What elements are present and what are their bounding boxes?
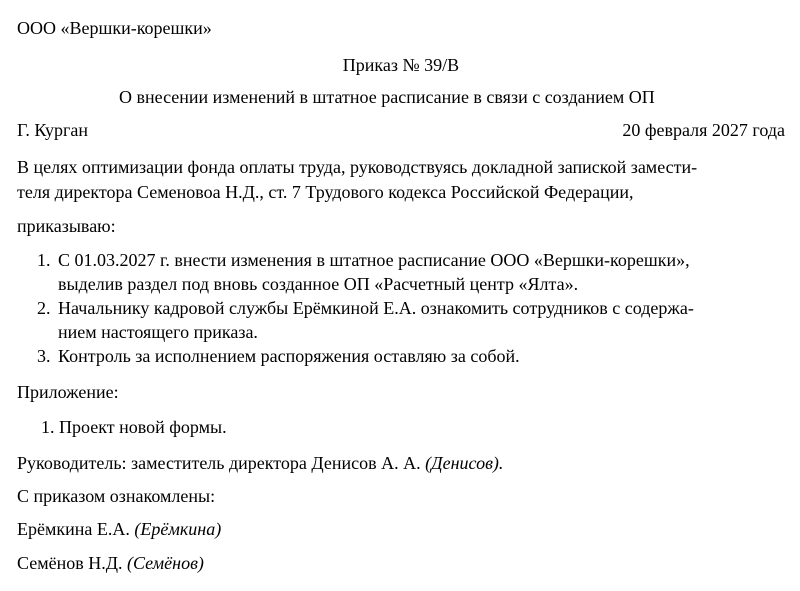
appendix-title: Приложение: <box>17 382 119 402</box>
list-item <box>37 248 785 296</box>
order-items-list <box>37 248 785 368</box>
item-text-line: выделив раздел под вновь созданное ОП «Расчетный центр «Ялта». <box>58 274 579 294</box>
familiar-title: С приказом ознакомлены: <box>17 486 216 506</box>
item-number: 3. <box>37 346 51 366</box>
appendix-item-number: 1. <box>41 417 55 437</box>
signer-signature: (Семёнов) <box>127 553 204 573</box>
signer-name: Семёнов Н.Д. <box>17 553 123 573</box>
item-text-line: Контроль за исполнением распоряжения оставляю за собой. <box>58 346 520 366</box>
appendix-item-text: Проект новой формы. <box>59 417 227 437</box>
order-preamble <box>17 155 785 205</box>
item-text-line: С 01.03.2027 г. внести изменения в штатное расписание ООО «Вершки-корешки», <box>58 250 690 270</box>
head-signature-label: Руководитель: заместитель директора Денисов А. А. <box>17 453 421 473</box>
order-place: Г. Курган <box>17 120 89 140</box>
preamble-line: теля директора Семеновоа Н.Д., ст. 7 Трудового кодекса Российской Федерации, <box>17 182 634 202</box>
item-number: 2. <box>37 298 51 318</box>
item-number: 1. <box>37 250 51 270</box>
signer-line <box>17 518 221 540</box>
list-item <box>37 344 785 368</box>
order-word: приказываю: <box>17 216 116 236</box>
signer-signature: (Ерёмкина) <box>134 519 222 539</box>
preamble-line: В целях оптимизации фонда оплаты труда, руководствуясь докладной запиской замести- <box>17 157 698 177</box>
place-date-row <box>17 119 785 141</box>
order-title: Приказ № 39/В <box>342 55 460 75</box>
item-text-line: Начальнику кадровой службы Ерёмкиной Е.А. ознакомить сотрудников с содержа- <box>58 298 694 318</box>
appendix-item <box>41 416 227 438</box>
signer-name: Ерёмкина Е.А. <box>17 519 130 539</box>
item-text-line: нием настоящего приказа. <box>58 322 258 342</box>
list-item <box>37 296 785 344</box>
order-subject: О внесении изменений в штатное расписание в связи с созданием ОП <box>119 87 655 107</box>
signer-line <box>17 552 204 574</box>
head-signature-line <box>17 452 503 474</box>
head-signature: (Денисов). <box>425 453 504 473</box>
organization-name: ООО «Вершки-корешки» <box>17 18 212 38</box>
order-date: 20 февраля 2027 года <box>622 120 785 140</box>
